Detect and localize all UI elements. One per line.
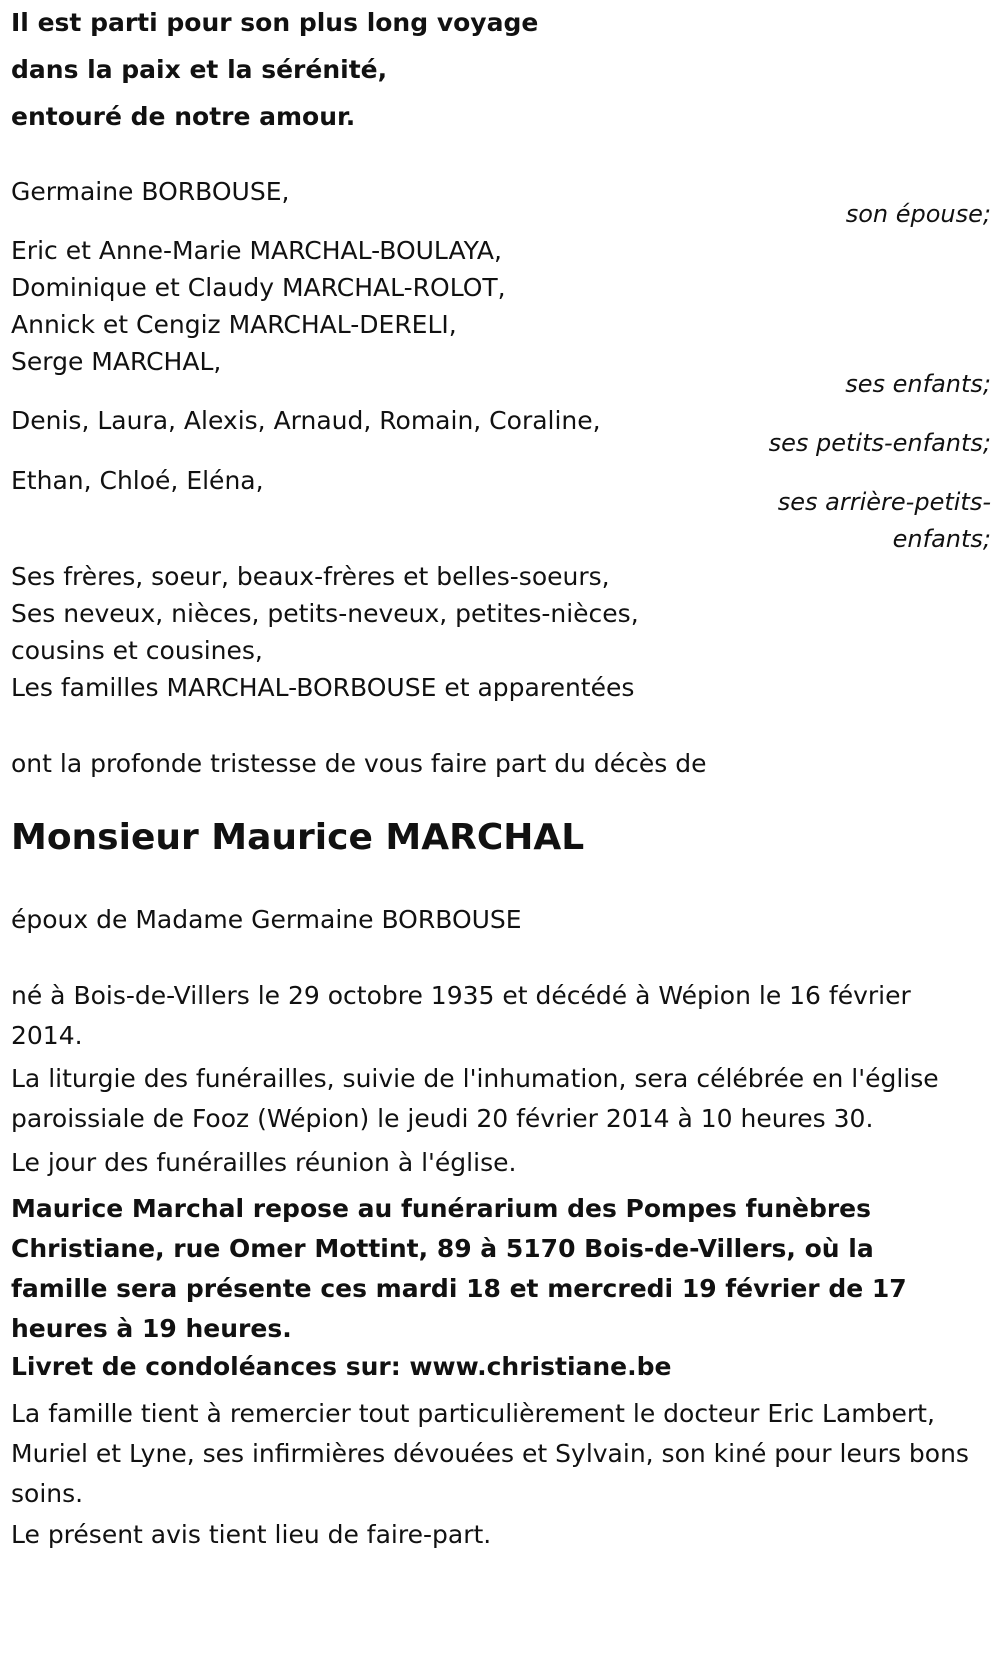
spouse-name: Germaine BORBOUSE,: [11, 177, 290, 206]
children-relation: ses enfants;: [845, 370, 991, 398]
grandchildren-names: Denis, Laura, Alexis, Arnaud, Romain, Coraline,: [11, 406, 601, 435]
child-line-4: Serge MARCHAL,: [11, 347, 222, 376]
other-family-line-3: cousins et cousines,: [11, 636, 263, 665]
great-grandchildren-relation-line2: enfants;: [892, 525, 991, 553]
child-line-3: Annick et Cengiz MARCHAL-DERELI,: [11, 310, 457, 339]
great-grandchildren-names: Ethan, Chloé, Eléna,: [11, 466, 264, 495]
closing-note: Le présent avis tient lieu de faire-part.: [11, 1520, 492, 1549]
poem-line-2: dans la paix et la sérénité,: [11, 55, 388, 84]
poem-line-1: Il est parti pour son plus long voyage: [11, 8, 539, 37]
funerarium-info: Maurice Marchal repose au funérarium des Pompes funèbres Christiane, rue Omer Mottint, 89 à 5170 Bois-de-Villers, où la famille sera présente ces mardi 18 et mercredi 19 février de 17 heures à 19 heures.: [11, 1194, 907, 1343]
poem-line-3: entouré de notre amour.: [11, 102, 356, 131]
other-family-line-1: Ses frères, soeur, beaux-frères et belles-soeurs,: [11, 562, 610, 591]
meeting-info: Le jour des funérailles réunion à l'église.: [11, 1148, 517, 1177]
thanks-info: La famille tient à remercier tout particulièrement le docteur Eric Lambert, Muriel et Lyne, ses infirmières dévouées et Sylvain, son kiné pour leurs bons soins.: [11, 1399, 969, 1508]
child-line-1: Eric et Anne-Marie MARCHAL-BOULAYA,: [11, 236, 502, 265]
announcement: ont la profonde tristesse de vous faire part du décès de: [11, 749, 707, 778]
birth-death: né à Bois-de-Villers le 29 octobre 1935 et décédé à Wépion le 16 février 2014.: [11, 981, 911, 1050]
spouse-of: époux de Madame Germaine BORBOUSE: [11, 905, 522, 934]
grandchildren-relation: ses petits-enfants;: [768, 429, 991, 457]
spouse-relation: son épouse;: [845, 200, 991, 228]
child-line-2: Dominique et Claudy MARCHAL-ROLOT,: [11, 273, 506, 302]
condolences-info: Livret de condoléances sur: www.christiane.be: [11, 1352, 672, 1381]
liturgy-info: La liturgie des funérailles, suivie de l'inhumation, sera célébrée en l'église paroissiale de Fooz (Wépion) le jeudi 20 février 2014 à 10 heures 30.: [11, 1064, 939, 1133]
great-grandchildren-relation-line1: ses arrière-petits-: [777, 488, 991, 516]
other-family-line-2: Ses neveux, nièces, petits-neveux, petites-nièces,: [11, 599, 639, 628]
other-family-line-4: Les familles MARCHAL-BORBOUSE et apparentées: [11, 673, 635, 702]
deceased-name: Monsieur Maurice MARCHAL: [11, 817, 585, 858]
